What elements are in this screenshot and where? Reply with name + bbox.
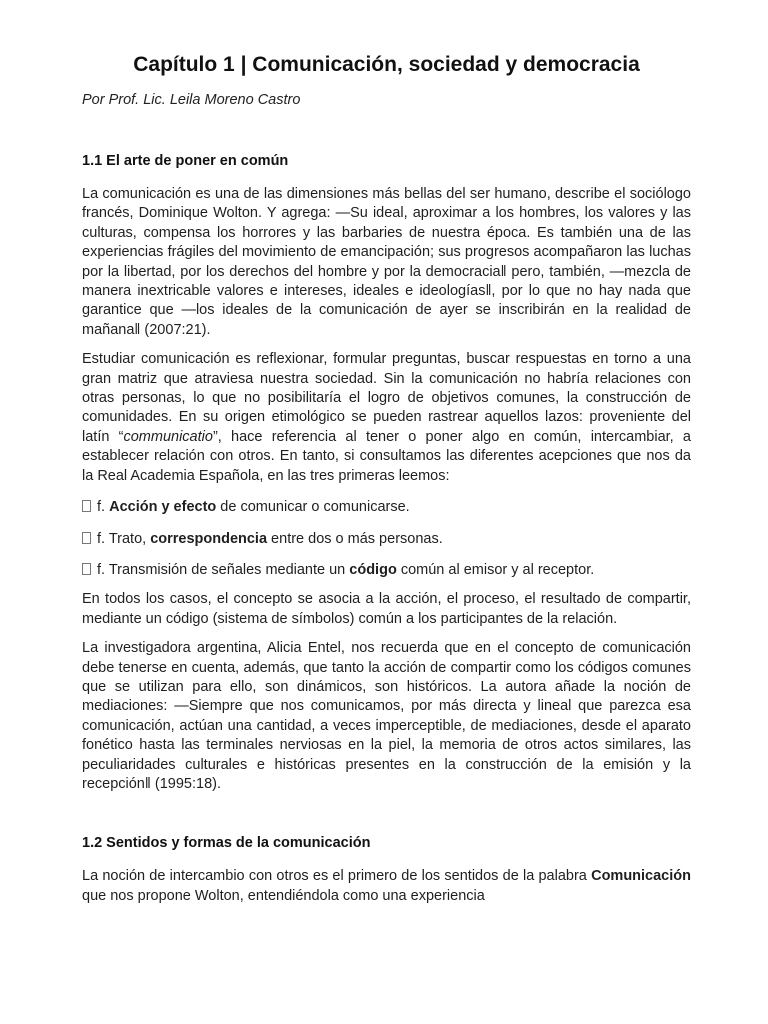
paragraph-entel: La investigadora argentina, Alicia Entel, nos recuerda que en el concepto de comunicación debe tenerse en cuenta, además, que tanto la acción de compartir como los códigos comunes que se utilizan para ello, son dinámicos, son históricos. La autora añade la noción de mediaciones: ―Siempre que nos comunicamos, por más directa y lineal que parezca esa comunicación, actúan una cantidad, a veces imperceptible, de mediaciones, desde el aparato fonético hasta las terminales nerviosas en la piel, la memoria de otros actos similares, las peculiaridades culturales e históricas presentes en la construcción de la emisión y la recepción‖ (1995:18).	[82, 640, 691, 792]
chapter-title: Capítulo 1 | Comunicación, sociedad y democracia	[133, 53, 640, 76]
definition-item-3	[82, 561, 691, 580]
paragraph-concept: En todos los casos, el concepto se asocia a la acción, el proceso, el resultado de compartir, mediante un código (sistema de símbolos) común a los participantes de la relación.	[82, 591, 691, 627]
definition-item-text: de comunicar o comunicarse.	[216, 499, 410, 516]
definition-item-1	[82, 498, 691, 517]
definition-item-text: entre dos o más personas.	[267, 530, 443, 547]
paragraph-intercambio-text-b: que nos propone Wolton, entendiéndola como una experiencia	[82, 887, 485, 904]
definition-keyword: código	[349, 561, 397, 578]
paragraph-etymology-text-b: ”, hace referencia al tener o poner algo en común, intercambiar, a establecer relación con otros. En tanto, si consultamos las diferentes acepciones que nos da la Real Academia Española, en las tres primeras leemos:	[82, 428, 691, 484]
section-heading-1-1: 1.1 El arte de poner en común	[82, 153, 289, 169]
paragraph-etymology-text-a: Estudiar comunicación es reflexionar, formular preguntas, buscar respuestas en torno a una gran matriz que atraviesa nuestra sociedad. Sin la comunicación no habría relaciones con otras personas, lo que no posibilitaría el logro de objetivos comunes, la construcción de comunidades. En su origen etimológico se pueden rastrear aquellos lazos: proveniente del latín “	[82, 351, 691, 445]
keyword-comunicacion: Comunicación	[591, 868, 691, 885]
definition-item-2	[82, 530, 691, 549]
latin-term: communicatio	[123, 428, 213, 445]
missing-glyph-bullet-icon	[82, 500, 91, 512]
paragraph-intercambio	[82, 867, 691, 906]
paragraph-intercambio-text-a: La noción de intercambio con otros es el primero de los sentidos de la palabra	[82, 868, 592, 885]
author-line: Por Prof. Lic. Leila Moreno Castro	[82, 92, 301, 108]
section-heading-1-2: 1.2 Sentidos y formas de la comunicación	[82, 835, 371, 852]
definition-item-text: f.	[97, 499, 110, 516]
definition-item-text: común al emisor y al receptor.	[396, 561, 595, 578]
paragraph-wolton-quote: La comunicación es una de las dimensiones más bellas del ser humano, describe el sociólogo francés, Dominique Wolton. Y agrega: ―Su ideal, aproximar a los hombres, los valores y las culturas, compensa los horrores y las barbaries de nuestra época. Es también una de las experiencias frágiles del movimiento de emancipación; sus progresos acompañaron las luchas por la libertad, por los derechos del hombre y por la democracia‖ pero, también, ―mezcla de manera inextricable valores e intereses, ideales e ideologías‖, por lo que no hay nada que garantice que ―los ideales de la comunicación de ayer se inscribirán en la realidad de mañana‖ (2007:21).	[82, 186, 691, 338]
paragraph-etymology	[82, 350, 691, 486]
definition-keyword: correspondencia	[150, 530, 268, 547]
definition-keyword: Acción y efecto	[109, 499, 217, 516]
definition-item-text: f. Transmisión de señales mediante un	[97, 561, 350, 578]
missing-glyph-bullet-icon	[82, 532, 91, 544]
missing-glyph-bullet-icon	[82, 563, 91, 575]
definition-item-text: f. Trato,	[97, 530, 151, 547]
